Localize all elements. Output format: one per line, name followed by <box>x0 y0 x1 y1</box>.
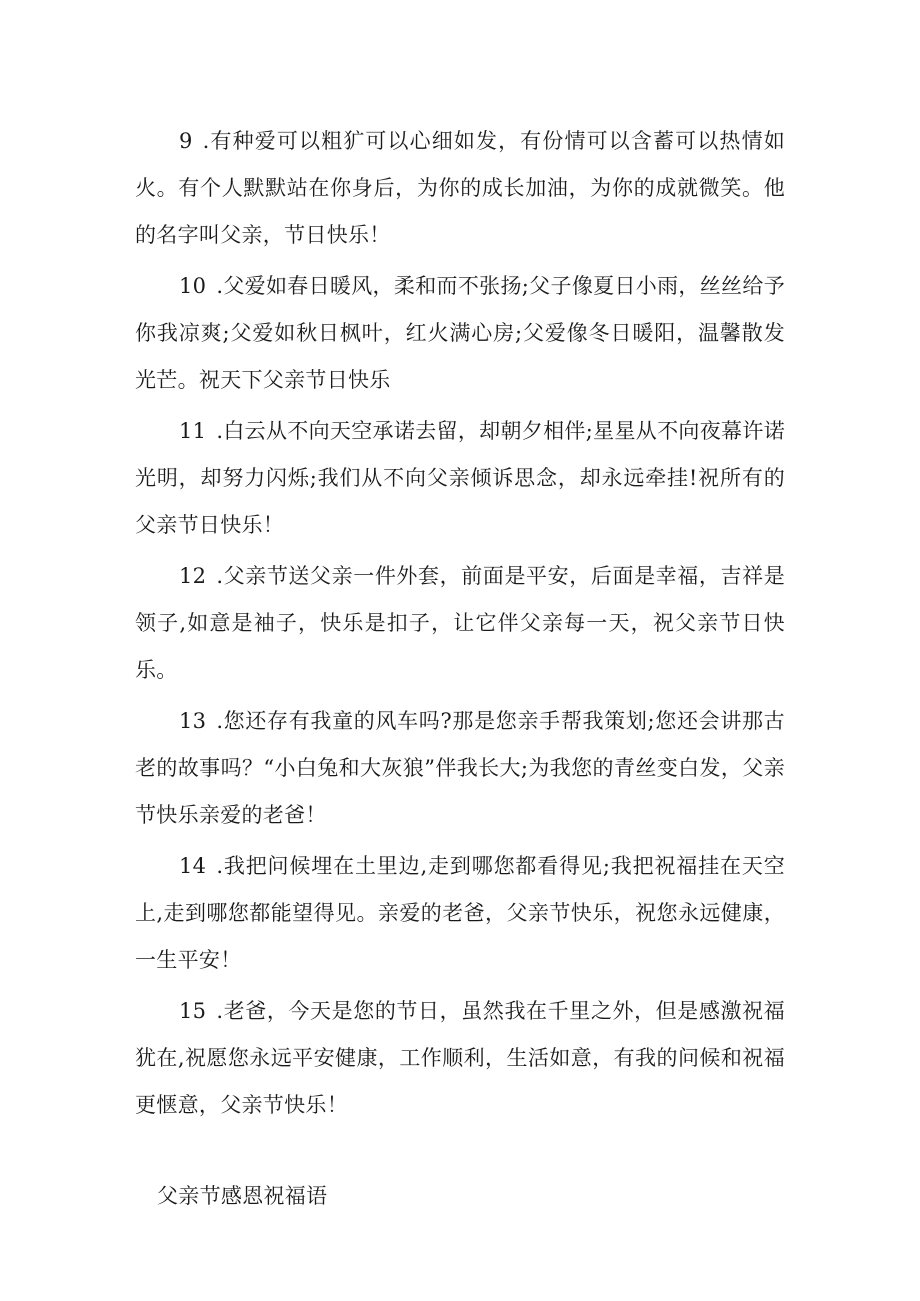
paragraph-text: .白云从不向天空承诺去留，却朝夕相伴;星星从不向夜幕许诺光明，却努力闪烁;我们从不向父亲倾诉思念，却永远牵挂!祝所有的父亲节日快乐！ <box>135 419 785 537</box>
paragraph-14 <box>135 843 785 984</box>
paragraph-number: 13 <box>179 709 207 733</box>
paragraph-11 <box>135 408 785 549</box>
paragraph-number: 15 <box>179 999 207 1023</box>
paragraph-text: .我把问候埋在土里边,走到哪您都看得见;我把祝福挂在天空上,走到哪您都能望得见。亲爱的老爸，父亲节快乐，祝您永远健康，一生平安！ <box>135 854 785 972</box>
paragraph-9 <box>135 118 785 259</box>
paragraph-number: 12 <box>179 564 207 588</box>
paragraph-text: .有种爱可以粗犷可以心细如发，有份情可以含蓄可以热情如火。有个人默默站在你身后，为你的成长加油，为你的成就微笑。他的名字叫父亲，节日快乐！ <box>135 129 785 247</box>
paragraph-12 <box>135 553 785 694</box>
paragraph-number: 11 <box>179 419 207 443</box>
paragraph-text: .老爸，今天是您的节日，虽然我在千里之外，但是感激祝福犹在,祝愿您永远平安健康，工作顺利，生活如意，有我的问候和祝福更惬意，父亲节快乐！ <box>135 999 785 1117</box>
section-heading: 父亲节感恩祝福语 <box>157 1184 328 1208</box>
paragraph-text: .父亲节送父亲一件外套，前面是平安，后面是幸福，吉祥是领子,如意是袖子，快乐是扣子，让它伴父亲每一天，祝父亲节日快乐。 <box>135 564 785 682</box>
paragraph-number: 9 <box>179 129 193 153</box>
paragraph-15 <box>135 988 785 1129</box>
paragraph-text: .父爱如春日暖风，柔和而不张扬;父子像夏日小雨，丝丝给予你我凉爽;父爱如秋日枫叶，红火满心房;父爱像冬日暖阳，温馨散发光芒。祝天下父亲节日快乐 <box>135 274 785 392</box>
paragraph-number: 14 <box>179 854 207 878</box>
paragraph-number: 10 <box>179 274 207 298</box>
paragraph-10 <box>135 263 785 404</box>
paragraph-13 <box>135 698 785 839</box>
paragraph-text: .您还存有我童的风车吗?那是您亲手帮我策划;您还会讲那古老的故事吗？“小白兔和大灰狼”伴我长大;为我您的青丝变白发，父亲节快乐亲爱的老爸！ <box>135 709 785 827</box>
